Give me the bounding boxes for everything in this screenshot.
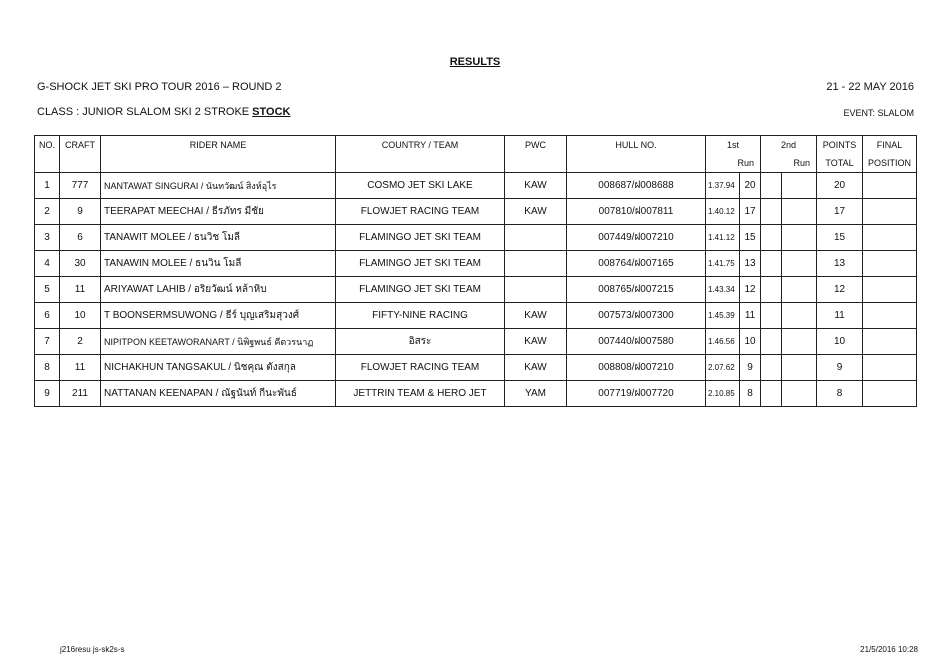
cell-craft: 30 (60, 251, 101, 277)
cell-no: 1 (35, 173, 60, 199)
cell-run-time: 1.40.12 (706, 199, 740, 225)
cell-run-time: 1.41.12 (706, 225, 740, 251)
table-row (35, 199, 917, 225)
cell-craft: 11 (60, 355, 101, 381)
cell-points-total: 13 (817, 251, 863, 277)
cell-spacer (782, 277, 817, 303)
cell-first-run: 13 (740, 251, 761, 277)
cell-second-run (761, 199, 782, 225)
class-label: CLASS : JUNIOR SLALOM SKI 2 STROKE (37, 106, 253, 118)
cell-hull-no: 008687/ฝ008688 (567, 173, 706, 199)
cell-country-team: FLAMINGO JET SKI TEAM (336, 277, 505, 303)
cell-pwc: KAW (505, 199, 567, 225)
header-points-sub: TOTAL (817, 154, 863, 173)
cell-country-team: FLOWJET RACING TEAM (336, 355, 505, 381)
cell-hull-no: 007719/ฝ007720 (567, 381, 706, 407)
cell-final-position (863, 225, 917, 251)
cell-first-run: 12 (740, 277, 761, 303)
class-stock-label: STOCK (252, 106, 291, 118)
header-first-run-sub: Run (706, 154, 761, 173)
table-row (35, 225, 917, 251)
cell-run-time: 1.46.56 (706, 329, 740, 355)
table-row (35, 381, 917, 407)
cell-points-total: 12 (817, 277, 863, 303)
cell-pwc: KAW (505, 173, 567, 199)
cell-no: 7 (35, 329, 60, 355)
cell-run-time: 2.10.85 (706, 381, 740, 407)
header-points: POINTS (817, 136, 863, 155)
cell-points-total: 9 (817, 355, 863, 381)
cell-run-time: 1.37.94 (706, 173, 740, 199)
header-no: NO. (35, 136, 60, 155)
event-name: G-SHOCK JET SKI PRO TOUR 2016 – ROUND 2 (37, 81, 282, 93)
cell-final-position (863, 251, 917, 277)
cell-second-run (761, 225, 782, 251)
cell-points-total: 11 (817, 303, 863, 329)
cell-spacer (782, 199, 817, 225)
cell-no: 2 (35, 199, 60, 225)
cell-hull-no: 008764/ฝ007165 (567, 251, 706, 277)
table-row (35, 303, 917, 329)
results-table (34, 135, 917, 407)
cell-first-run: 9 (740, 355, 761, 381)
cell-craft: 11 (60, 277, 101, 303)
cell-run-time: 1.43.34 (706, 277, 740, 303)
cell-pwc (505, 225, 567, 251)
cell-points-total: 17 (817, 199, 863, 225)
cell-rider-name: NANTAWAT SINGURAI / นันทวัฒน์ สิงห์อุไร (101, 173, 336, 199)
cell-run-time: 1.41.75 (706, 251, 740, 277)
cell-spacer (782, 303, 817, 329)
cell-spacer (782, 251, 817, 277)
event-type: EVENT: SLALOM (843, 108, 914, 118)
cell-points-total: 8 (817, 381, 863, 407)
cell-rider-name: TEERAPAT MEECHAI / ธีรภัทร มีชัย (101, 199, 336, 225)
cell-first-run: 10 (740, 329, 761, 355)
header-final-sub: POSITION (863, 154, 917, 173)
cell-country-team: COSMO JET SKI LAKE (336, 173, 505, 199)
cell-second-run (761, 355, 782, 381)
table-row (35, 251, 917, 277)
cell-pwc: KAW (505, 303, 567, 329)
cell-craft: 9 (60, 199, 101, 225)
cell-second-run (761, 329, 782, 355)
header-second-run: 2nd (761, 136, 817, 155)
cell-first-run: 8 (740, 381, 761, 407)
cell-hull-no: 007573/ฝ007300 (567, 303, 706, 329)
cell-country-team: JETTRIN TEAM & HERO JET (336, 381, 505, 407)
cell-final-position (863, 303, 917, 329)
cell-country-team: FLAMINGO JET SKI TEAM (336, 251, 505, 277)
header-pwc: PWC (505, 136, 567, 155)
cell-hull-no: 007810/ฝ007811 (567, 199, 706, 225)
cell-first-run: 20 (740, 173, 761, 199)
cell-rider-name: NICHAKHUN TANGSAKUL / นิชคุณ ตังสกุล (101, 355, 336, 381)
cell-final-position (863, 329, 917, 355)
cell-pwc: KAW (505, 329, 567, 355)
cell-points-total: 10 (817, 329, 863, 355)
cell-run-time: 2.07.62 (706, 355, 740, 381)
cell-rider-name: NATTANAN KEENAPAN / ณัฐนันท์ กีนะพันธ์ (101, 381, 336, 407)
cell-spacer (782, 173, 817, 199)
cell-craft: 2 (60, 329, 101, 355)
results-body (35, 173, 917, 407)
cell-hull-no: 008808/ฝ007210 (567, 355, 706, 381)
cell-hull-no: 007440/ฝ007580 (567, 329, 706, 355)
cell-spacer (782, 225, 817, 251)
cell-points-total: 15 (817, 225, 863, 251)
cell-spacer (782, 355, 817, 381)
cell-rider-name: NIPITPON KEETAWORANART / นิพิฐพนธ์ คีตวรนาฏ (101, 329, 336, 355)
header-craft: CRAFT (60, 136, 101, 155)
cell-no: 6 (35, 303, 60, 329)
cell-spacer (782, 329, 817, 355)
event-date: 21 - 22 MAY 2016 (826, 81, 914, 93)
class-line (37, 106, 290, 118)
table-subheader-row (35, 154, 917, 173)
footer-timestamp: 21/5/2016 10:28 (860, 645, 918, 654)
cell-craft: 6 (60, 225, 101, 251)
header-rider: RIDER NAME (101, 136, 336, 155)
cell-final-position (863, 355, 917, 381)
cell-first-run: 15 (740, 225, 761, 251)
cell-pwc (505, 251, 567, 277)
cell-points-total: 20 (817, 173, 863, 199)
table-row (35, 355, 917, 381)
cell-final-position (863, 381, 917, 407)
cell-second-run (761, 381, 782, 407)
cell-rider-name: TANAWIT MOLEE / ธนวิช โมลี (101, 225, 336, 251)
cell-spacer (782, 381, 817, 407)
cell-country-team: FLAMINGO JET SKI TEAM (336, 225, 505, 251)
cell-pwc (505, 277, 567, 303)
cell-country-team: FLOWJET RACING TEAM (336, 199, 505, 225)
cell-no: 3 (35, 225, 60, 251)
header-first-run: 1st (706, 136, 761, 155)
footer-file-code: j216resu js-sk2s-s (60, 645, 125, 654)
cell-no: 5 (35, 277, 60, 303)
cell-rider-name: T BOONSERMSUWONG / ธีร์ บุญเสริมสุวงศ์ (101, 303, 336, 329)
cell-craft: 211 (60, 381, 101, 407)
header-hull: HULL NO. (567, 136, 706, 155)
cell-country-team: FIFTY-NINE RACING (336, 303, 505, 329)
cell-country-team: อิสระ (336, 329, 505, 355)
cell-rider-name: TANAWIN MOLEE / ธนวิน โมลี (101, 251, 336, 277)
cell-second-run (761, 173, 782, 199)
cell-hull-no: 008765/ฝ007215 (567, 277, 706, 303)
cell-second-run (761, 277, 782, 303)
table-row (35, 173, 917, 199)
table-row (35, 277, 917, 303)
header-second-run-sub: Run (761, 154, 817, 173)
cell-second-run (761, 303, 782, 329)
cell-craft: 777 (60, 173, 101, 199)
cell-no: 4 (35, 251, 60, 277)
header-final: FINAL (863, 136, 917, 155)
cell-craft: 10 (60, 303, 101, 329)
cell-rider-name: ARIYAWAT LAHIB / อริยวัฒน์ หล้าหิบ (101, 277, 336, 303)
cell-hull-no: 007449/ฝ007210 (567, 225, 706, 251)
cell-first-run: 11 (740, 303, 761, 329)
cell-final-position (863, 277, 917, 303)
table-row (35, 329, 917, 355)
cell-pwc: KAW (505, 355, 567, 381)
cell-first-run: 17 (740, 199, 761, 225)
cell-second-run (761, 251, 782, 277)
cell-pwc: YAM (505, 381, 567, 407)
cell-run-time: 1.45.39 (706, 303, 740, 329)
cell-final-position (863, 199, 917, 225)
page-title: RESULTS (449, 56, 501, 68)
cell-final-position (863, 173, 917, 199)
table-header-row (35, 136, 917, 155)
header-country-team: COUNTRY / TEAM (336, 136, 505, 155)
cell-no: 8 (35, 355, 60, 381)
cell-no: 9 (35, 381, 60, 407)
